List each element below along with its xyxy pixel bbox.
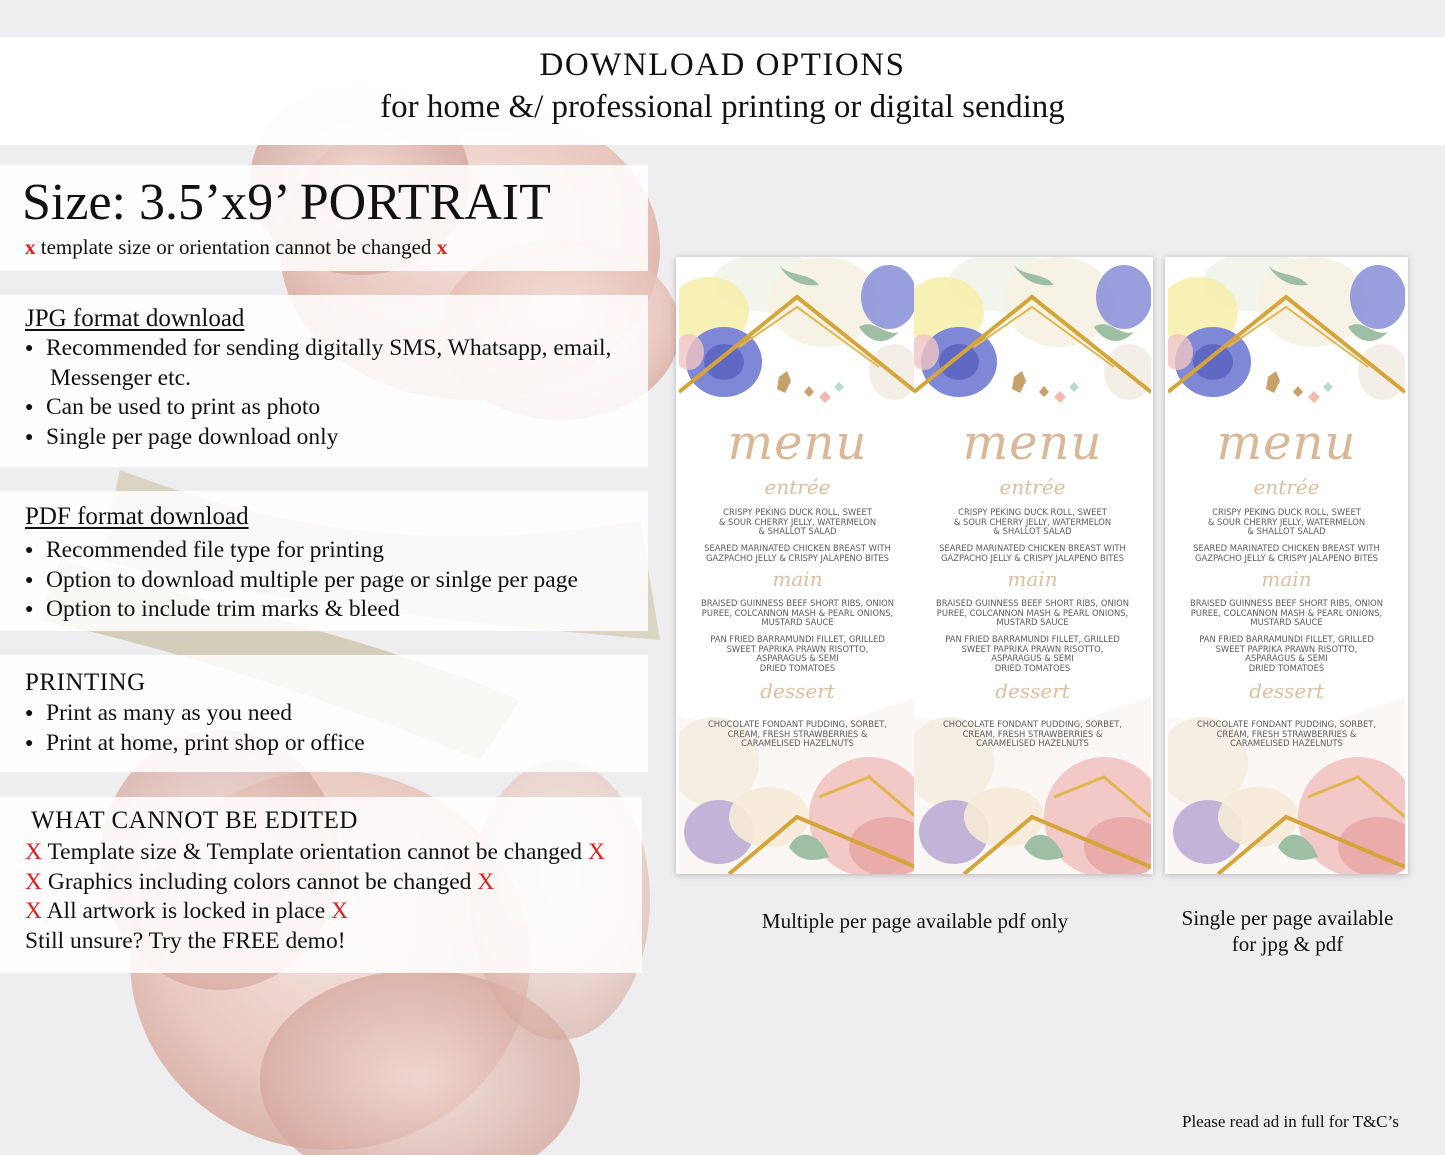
menu-script-title: menu	[727, 415, 868, 471]
course-heading-dessert: dessert	[760, 679, 835, 703]
menu-script-title: menu	[1216, 415, 1357, 471]
dish-text: PAN FRIED BARRAMUNDI FILLET, GRILLED SWEET PAPRIKA PRAWN RISOTTO, ASPARAGUS & SEMI DRIED TOMATOES	[1199, 634, 1374, 673]
bullet-icon: ●	[25, 736, 34, 751]
dish-text: CHOCOLATE FONDANT PUDDING, SORBET, CREAM, FRESH STRAWBERRIES & CARAMELISED HAZELNUTS	[707, 719, 888, 748]
jpg-heading: JPG format download	[25, 305, 245, 332]
menu-card	[1168, 257, 1405, 874]
menu-card	[914, 257, 1151, 874]
jpg-format-panel	[0, 295, 648, 467]
bullet-icon: ●	[25, 706, 34, 721]
dish-text: CRISPY PEKING DUCK ROLL, SWEET & SOUR CHERRY JELLY, WATERMELON & SHALLOT SALAD	[718, 507, 877, 536]
list-item-continuation: Messenger etc.	[50, 365, 191, 391]
course-heading-main: main	[1261, 567, 1312, 591]
dish-text: SEARED MARINATED CHICKEN BREAST WITH GAZPACHO JELLY & CRISPY JALAPENO BITES	[939, 543, 1126, 563]
list-item: X All artwork is locked in place X	[25, 898, 349, 924]
floral-decoration	[914, 257, 1151, 874]
not-editable-panel	[0, 797, 642, 973]
list-item: ● Recommended for sending digitally SMS, Whatsapp, email,	[25, 335, 612, 361]
pdf-heading: PDF format download	[25, 503, 249, 530]
x-mark-icon: X	[25, 898, 42, 924]
list-item: X Template size & Template orientation cannot be changed X	[25, 839, 605, 865]
header-band	[0, 37, 1445, 145]
size-note	[25, 235, 447, 260]
caption-single-line1: Single per page available	[1181, 906, 1394, 930]
course-heading-entree: entrée	[999, 475, 1066, 499]
demo-prompt: Still unsure? Try the FREE demo!	[25, 928, 346, 954]
menu-preview-multiple	[676, 257, 1153, 874]
dish-text: BRAISED GUINNESS BEEF SHORT RIBS, ONION PUREE, COLCANNON MASH & PEARL ONIONS, MUSTARD SAUCE	[935, 598, 1130, 627]
course-heading-main: main	[772, 567, 823, 591]
size-title: Size: 3.5’x9’ PORTRAIT	[22, 174, 551, 231]
caption-single-line2: for jpg & pdf	[1231, 932, 1344, 956]
dish-text: PAN FRIED BARRAMUNDI FILLET, GRILLED SWEET PAPRIKA PRAWN RISOTTO, ASPARAGUS & SEMI DRIED TOMATOES	[945, 634, 1120, 673]
list-item: ● Print as many as you need	[25, 700, 293, 726]
footer-note: Please read ad in full for T&C’s	[1182, 1112, 1399, 1131]
bullet-icon: ●	[25, 400, 34, 415]
course-heading-dessert: dessert	[995, 679, 1070, 703]
size-note-text: template size or orientation cannot be changed	[40, 235, 432, 259]
page-subtitle: for home &/ professional printing or digital sending	[380, 89, 1065, 125]
page-title: DOWNLOAD OPTIONS	[539, 47, 906, 83]
dish-text: CHOCOLATE FONDANT PUDDING, SORBET, CREAM, FRESH STRAWBERRIES & CARAMELISED HAZELNUTS	[942, 719, 1123, 748]
x-mark-icon: X	[331, 898, 349, 924]
x-mark-icon: X	[25, 839, 42, 865]
dish-text: CHOCOLATE FONDANT PUDDING, SORBET, CREAM, FRESH STRAWBERRIES & CARAMELISED HAZELNUTS	[1196, 719, 1377, 748]
dish-text: SEARED MARINATED CHICKEN BREAST WITH GAZPACHO JELLY & CRISPY JALAPENO BITES	[1193, 543, 1380, 563]
floral-decoration	[1168, 257, 1405, 874]
dish-text: BRAISED GUINNESS BEEF SHORT RIBS, ONION PUREE, COLCANNON MASH & PEARL ONIONS, MUSTARD SAUCE	[1189, 598, 1384, 627]
printing-panel	[0, 655, 648, 772]
x-mark-icon: x	[25, 235, 36, 259]
dish-text: CRISPY PEKING DUCK ROLL, SWEET & SOUR CHERRY JELLY, WATERMELON & SHALLOT SALAD	[953, 507, 1112, 536]
x-mark-icon: x	[436, 235, 448, 259]
dish-text: PAN FRIED BARRAMUNDI FILLET, GRILLED SWEET PAPRIKA PRAWN RISOTTO, ASPARAGUS & SEMI DRIED TOMATOES	[710, 634, 885, 673]
bullet-icon: ●	[25, 430, 34, 445]
x-mark-icon: X	[587, 839, 605, 865]
not-editable-heading: WHAT CANNOT BE EDITED	[31, 807, 358, 834]
list-item: ● Print at home, print shop or office	[25, 730, 365, 756]
pdf-format-panel	[0, 491, 648, 631]
menu-card	[679, 257, 916, 874]
dish-text: BRAISED GUINNESS BEEF SHORT RIBS, ONION PUREE, COLCANNON MASH & PEARL ONIONS, MUSTARD SAUCE	[700, 598, 895, 627]
floral-decoration	[679, 257, 916, 874]
course-heading-entree: entrée	[764, 475, 831, 499]
list-item: ● Option to include trim marks & bleed	[25, 596, 400, 622]
caption-single	[1160, 905, 1415, 957]
bullet-icon: ●	[25, 543, 34, 558]
list-item: ● Single per page download only	[25, 424, 339, 450]
dish-text: SEARED MARINATED CHICKEN BREAST WITH GAZPACHO JELLY & CRISPY JALAPENO BITES	[704, 543, 891, 563]
menu-script-title: menu	[962, 415, 1103, 471]
list-item: X Graphics including colors cannot be changed X	[25, 869, 495, 895]
bullet-icon: ●	[25, 573, 34, 588]
list-item: ● Recommended file type for printing	[25, 537, 385, 563]
course-heading-main: main	[1007, 567, 1058, 591]
bullet-icon: ●	[25, 341, 34, 356]
caption-multiple: Multiple per page available pdf only	[761, 909, 1069, 933]
menu-preview-single	[1165, 257, 1408, 874]
course-heading-entree: entrée	[1253, 475, 1320, 499]
printing-heading: PRINTING	[25, 669, 146, 696]
x-mark-icon: X	[25, 869, 42, 895]
list-item: ● Option to download multiple per page or sinlge per page	[25, 567, 578, 593]
course-heading-dessert: dessert	[1249, 679, 1324, 703]
bullet-icon: ●	[25, 602, 34, 617]
size-panel	[0, 165, 648, 271]
x-mark-icon: X	[477, 869, 495, 895]
dish-text: CRISPY PEKING DUCK ROLL, SWEET & SOUR CHERRY JELLY, WATERMELON & SHALLOT SALAD	[1207, 507, 1366, 536]
list-item: ● Can be used to print as photo	[25, 394, 321, 420]
